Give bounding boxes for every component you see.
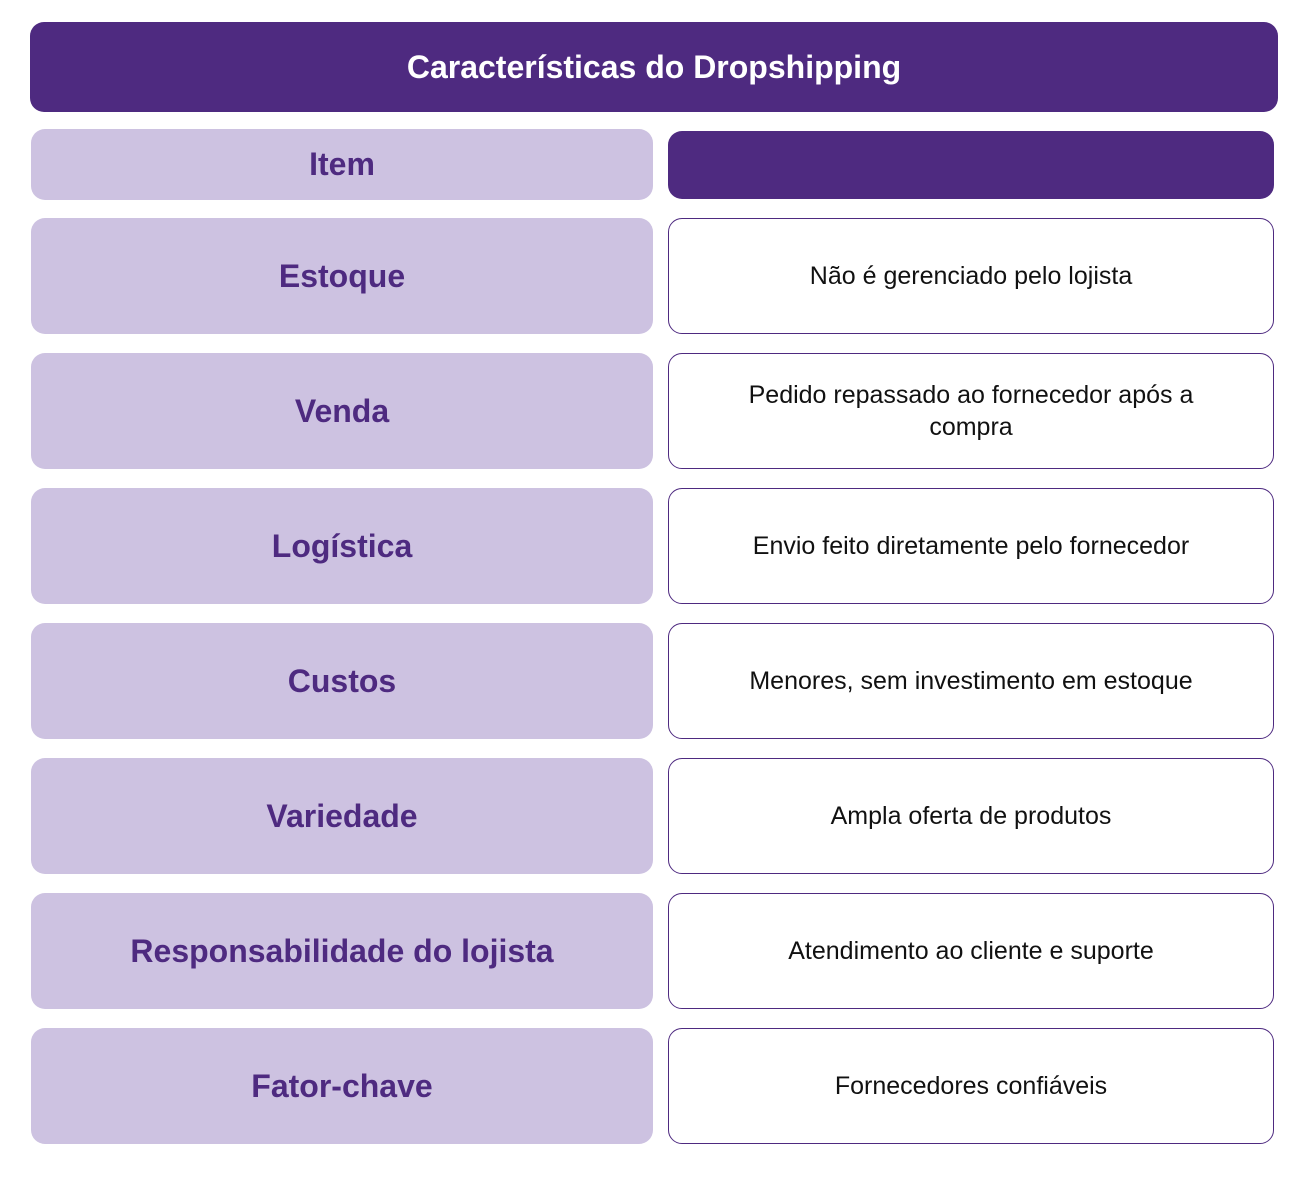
row-item: Estoque <box>31 218 653 334</box>
header-description <box>668 131 1274 199</box>
row-item: Fator-chave <box>31 1028 653 1144</box>
row-item: Venda <box>31 353 653 469</box>
table-title: Características do Dropshipping <box>30 22 1278 112</box>
header-item: Item <box>31 129 653 200</box>
row-description: Não é gerenciado pelo lojista <box>668 218 1274 334</box>
row-description: Ampla oferta de produtos <box>668 758 1274 874</box>
row-description: Pedido repassado ao fornecedor após a compra <box>668 353 1274 469</box>
row-description: Menores, sem investimento em estoque <box>668 623 1274 739</box>
row-item: Variedade <box>31 758 653 874</box>
row-description: Atendimento ao cliente e suporte <box>668 893 1274 1009</box>
row-description: Envio feito diretamente pelo fornecedor <box>668 488 1274 604</box>
row-item: Custos <box>31 623 653 739</box>
row-description: Fornecedores confiáveis <box>668 1028 1274 1144</box>
row-item: Logística <box>31 488 653 604</box>
row-item: Responsabilidade do lojista <box>31 893 653 1009</box>
